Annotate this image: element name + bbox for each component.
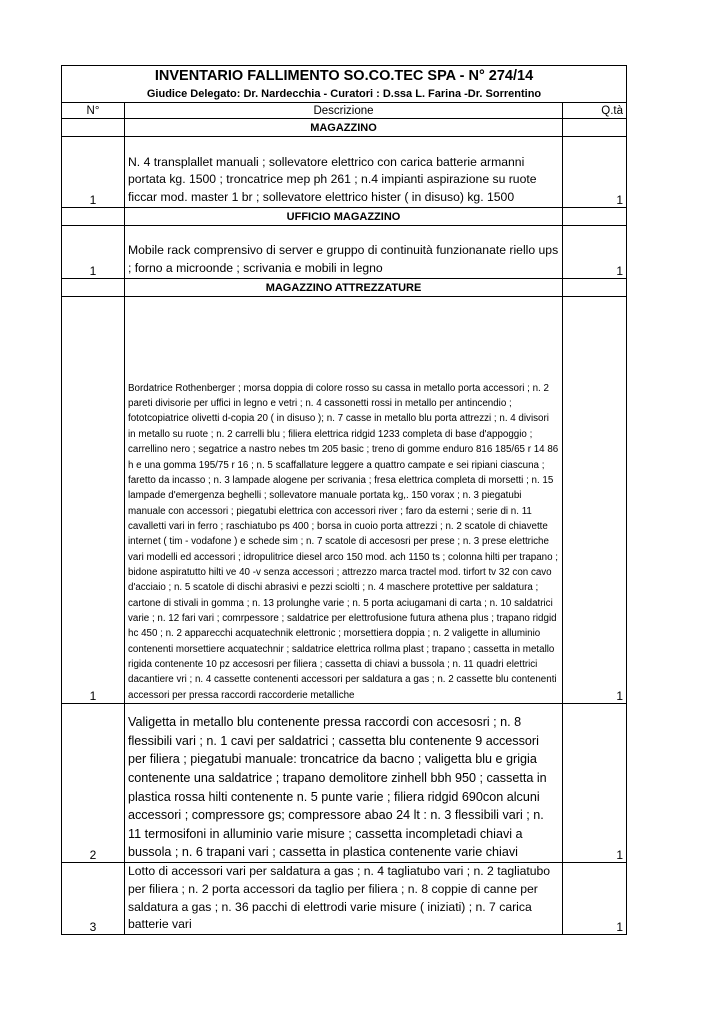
item-number: 3	[62, 863, 125, 935]
section-spacer	[62, 208, 125, 226]
section-spacer	[62, 119, 125, 137]
column-header-number: N°	[62, 103, 125, 119]
table-row	[62, 137, 627, 208]
document-subtitle: Giudice Delegato: Dr. Nardecchia - Curatori : D.ssa L. Farina -Dr. Sorrentino	[62, 86, 627, 103]
section-row	[62, 279, 627, 297]
table-row	[62, 226, 627, 279]
section-row	[62, 119, 627, 137]
column-header-description: Descrizione	[125, 103, 563, 119]
item-quantity: 1	[563, 137, 627, 208]
section-title-magazzino: MAGAZZINO	[125, 119, 563, 137]
item-number: 2	[62, 704, 125, 863]
item-description: Lotto di accessori vari per saldatura a gas ; n. 4 tagliatubo vari ; n. 2 tagliatubo per filiera ; n. 2 porta accessori da taglio per filiera ; n. 8 coppie di canne per saldatura a gas ; n. 36 pacchi di elettrodi varie misure ( iniziati) ; n. 7 carica batterie vari	[125, 863, 563, 935]
document-title: INVENTARIO FALLIMENTO SO.CO.TEC SPA - N° 274/14	[62, 66, 627, 87]
item-number: 1	[62, 226, 125, 279]
item-quantity: 1	[563, 704, 627, 863]
section-title-ufficio-magazzino: UFFICIO MAGAZZINO	[125, 208, 563, 226]
section-title-magazzino-attrezzature: MAGAZZINO ATTREZZATURE	[125, 279, 563, 297]
column-header-quantity: Q.tà	[563, 103, 627, 119]
inventory-sheet	[61, 65, 626, 935]
section-spacer	[563, 208, 627, 226]
item-quantity: 1	[563, 863, 627, 935]
item-description: Mobile rack comprensivo di server e gruppo di continuità funzionanate riello ups ; forno a microonde ; scrivania e mobili in legno	[125, 226, 563, 279]
section-spacer	[62, 279, 125, 297]
table-row	[62, 297, 627, 704]
table-row	[62, 863, 627, 935]
section-spacer	[563, 119, 627, 137]
section-spacer	[563, 279, 627, 297]
item-quantity: 1	[563, 226, 627, 279]
item-description: Bordatrice Rothenberger ; morsa doppia di colore rosso su cassa in metallo porta accessori ; n. 2 pareti divisorie per uffici in legno e vetri ; n. 4 cassonetti rossi in metallo per antincendio ; fototcopiatrice olivetti d-copia 20 ( in disuso ); n. 7 casse in metallo blu porta attrezzi ; n. 4 divisori in metallo su ruote ; n. 2 carrelli blu ; filiera elettrica ridgid 1233 completa di base d'appoggio ; carrellino nero ; segatrice a nastro nebes tm 205 basic ; treno di gomme enduro 816 185/65 r 14 86 h e una gomma 195/75 r 16 ; n. 5 scaffallature leggere a quattro campate e sei ripiani ciascuna ; faretto da incasso ; n. 3 lampade alogene per scrivania ; fresa elettrica completa di morsetti ; n. 15 lampade d'emergenza beghelli ; sollevatore manuale portata kg,. 150 vorax ; n. 3 piegatubi manuale con accessori ; piegatubi elettrica con accessori river ; faro da esterni ; serie di n. 11 cavalletti vari in ferro ; raschiatubo ps 400 ; borsa in cuoio porta attrezzi ; n. 2 scatole di chiavette internet ( tim - vodafone ) e schede sim ; n. 7 scatole di accesosri per prese ; n. 3 prese elettriche vari modelli ed accessori ; idropulitrice diesel arco 150 mod. ach 1150 ts ; colonna hilti per trapano ; bidone aspiratutto hilti ve 40 -v senza accessori ; attrezzo marca tractel mod. tirfort tv 32 con cavo d'acciaio ; n. 5 scatole di dischi abrasivi e pezzi sciolti ; n. 4 maschere protettive per saldatura ; cartone di stivali in gomma ; n. 13 prolunghe varie ; n. 5 porta aciugamani di carta ; n. 10 saldatrici varie ; n. 12 fari vari ; comrpessore ; saldatrice per elettrofusione futura athena plus ; trapano ridgid hc 450 ; n. 2 apparecchi acquatechnik elettronic ; morsettiera doppia ; n. 2 valigette in alluminio contenenti morsettiere acquatechnir ; saldatrice elettrica rollma plast ; trapano ; cassetta in metallo rigida contenente 10 pz accesosri per filiera ; cassetta di chiavi a bussola ; n. 11 quadri elettrici dacantiere vri ; n. 4 cassette contenenti accessori per saldatura a gas ; n. 2 cassette blu contenenti accessori per pressa raccordi raccorderie metalliche	[125, 297, 563, 704]
section-row	[62, 208, 627, 226]
item-number: 1	[62, 137, 125, 208]
inventory-table	[61, 65, 627, 935]
item-description: Valigetta in metallo blu contenente pressa raccordi con accesosri ; n. 8 flessibili vari ; n. 1 cavi per saldatrici ; cassetta blu contenente 9 accessori per filiera ; piegatubi manuale: troncatrice da bacno ; valigetta blu e grigia contenente una saldatrice ; trapano demolitore zinhell bbh 950 ; cassetta in plastica rossa hilti contenente n. 5 punte varie ; filiera ridgid 690con alcuni accessori ; compressore gs; compressore abao 24 lt : n. 3 flessibili vari ; n. 11 termosifoni in alluminio varie misure ; cassetta incompletadi chiavi a bussola ; n. 6 trapani vari ; cassetta in plastica contenente varie chiavi	[125, 704, 563, 863]
item-description: N. 4 transplallet manuali ; sollevatore elettrico con carica batterie armanni portata kg. 1500 ; troncatrice mep ph 261 ; n.4 impianti aspirazione su ruote ficcar mod. master 1 br ; sollevatore elettrico hister ( in disuso) kg. 1500	[125, 137, 563, 208]
item-number: 1	[62, 297, 125, 704]
item-quantity: 1	[563, 297, 627, 704]
table-row	[62, 704, 627, 863]
